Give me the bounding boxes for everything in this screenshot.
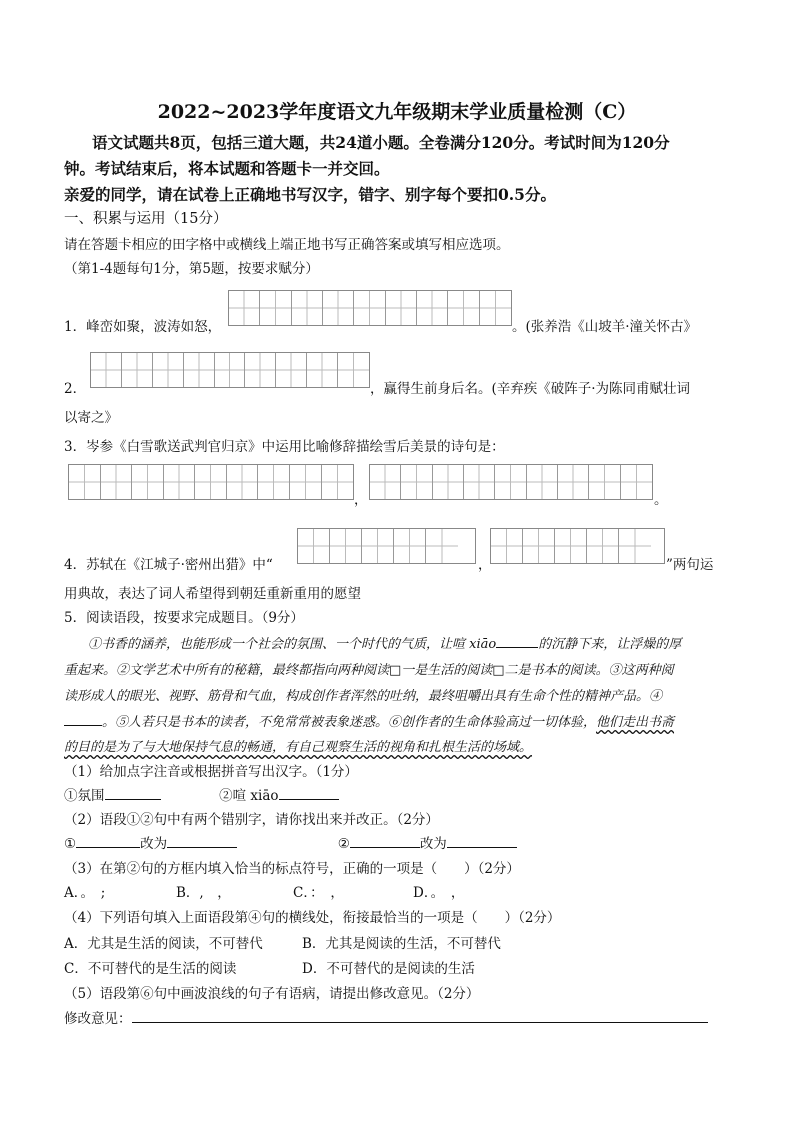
q4-answer-grid-2[interactable]	[490, 528, 665, 564]
q3-question: 3．岑参《白雪歌送武判官归京》中运用比喻修辞描绘雪后美景的诗句是：	[64, 439, 505, 455]
q5-revise-blank[interactable]	[132, 1008, 708, 1023]
q5-sub5: （5）语段第⑥句中画波浪线的句子有语病，请提出修改意见。（2分）	[64, 986, 480, 1002]
q5-sub3-option-b[interactable]: B．, ，	[176, 885, 231, 901]
q1-prefix: 1．峰峦如聚，波涛如怒，	[64, 319, 222, 335]
q5-blank-xiao[interactable]	[496, 633, 538, 648]
q5-sub1b-blank[interactable]	[279, 785, 339, 800]
intro-line-1: 语文试题共8页，包括三道大题，共24道小题。全卷满分120分。考试时间为120分	[92, 133, 670, 152]
section-instruction: 请在答题卡相应的田字格中或横线上端正地书写正确答案或填写相应选项。	[64, 237, 510, 253]
section-scoring-note: （第1-4题每句1分，第5题，按要求赋分）	[64, 261, 319, 277]
q5-sub4-option-a[interactable]: A．尤其是生活的阅读，不可替代	[64, 936, 263, 952]
q5-revise-row: 修改意见：	[64, 1007, 708, 1027]
q3-answer-grid-2[interactable]	[369, 464, 653, 500]
q5-sub3-option-a[interactable]: A．。 ;	[64, 885, 106, 901]
q5-sub4-option-c[interactable]: C．不可替代的是生活的阅读	[64, 961, 237, 977]
q5-sub4: （4）下列语句填入上面语段第④句的横线处，衔接最恰当的一项是（ ）（2分）	[64, 910, 561, 926]
q1-source: 。(张养浩《山坡羊·潼关怀古》	[512, 319, 698, 335]
passage-line-2: 重起来。②文学艺术中所有的秘籍，最终都指向两种阅读□一是生活的阅读□二是书本的阅读。③这两种阅	[64, 663, 674, 678]
q5-sub3-option-c[interactable]: C．： ，	[293, 885, 344, 901]
q2-answer-grid[interactable]	[90, 352, 370, 388]
q5-heading: 5．阅读语段，按要求完成题目。（9分）	[64, 610, 304, 626]
q5-sub2b-correct[interactable]	[447, 833, 517, 848]
q3-comma: ，	[354, 492, 368, 508]
intro-line-2: 钟。考试结束后，将本试题和答题卡一并交回。	[64, 159, 390, 178]
passage-line-3: 读形成人的眼光、视野、筋骨和气血，构成创作者浑然的吐纳，最终咀嚼出具有生命个性的精神产品。④	[64, 689, 663, 704]
q5-sub4-option-d[interactable]: D．不可替代的是阅读的生活	[302, 961, 475, 977]
q5-blank-sentence4[interactable]	[64, 711, 102, 726]
passage-line-5: 的目的是为了与大地保持气息的畅通，有自己观察生活的视角和扎根生活的场域。	[64, 740, 533, 755]
q5-sub1-items: ①氛围 ②喧 xiāo	[64, 784, 339, 804]
q5-sub2-items: ① 改为 ② 改为	[64, 832, 517, 852]
q5-sub2a-wrong[interactable]	[76, 833, 140, 848]
q1-answer-grid[interactable]	[228, 290, 512, 326]
q5-sub3-option-d[interactable]: D．。 ，	[413, 885, 465, 901]
q5-sub2a-correct[interactable]	[167, 833, 237, 848]
q5-sub3: （3）在第②句的方框内填入恰当的标点符号，正确的一项是（ ）（2分）	[64, 861, 520, 877]
q5-sub1a-blank[interactable]	[105, 785, 161, 800]
section-heading: 一、积累与运用（15分）	[64, 211, 228, 227]
q3-answer-grid-1[interactable]	[68, 464, 354, 500]
q4-suffix: ”两句运	[666, 557, 714, 573]
q5-sub1: （1）给加点字注音或根据拼音写出汉字。（1分）	[64, 764, 358, 780]
q2-number: 2．	[64, 381, 87, 397]
q5-sub2: （2）语段①②句中有两个错别字，请你找出来并改正。（2分）	[64, 812, 439, 828]
q2-source-cont: 以寄之》	[64, 410, 118, 426]
intro-line-3: 亲爱的同学，请在试卷上正确地书写汉字，错字、别字每个要扣0.5分。	[64, 185, 556, 204]
q4-answer-grid-1[interactable]	[297, 528, 476, 564]
q2-source: ，赢得生前身后名。(辛弃疾《破阵子·为陈同甫赋壮词	[370, 381, 691, 397]
page-title: 2022~2023学年度语文九年级期末学业质量检测（C）	[157, 101, 637, 123]
passage-line-1: ①书香的涵养，也能形成一个社会的氛围、一个时代的气质，让喧 xiāo 的沉静下来，让浮燥的厚	[88, 633, 681, 652]
q4-comma: ，	[478, 557, 492, 573]
q5-sub4-option-b[interactable]: B．尤其是阅读的生活，不可替代	[302, 936, 501, 952]
q4-prefix: 4．苏轼在《江城子·密州出猎》中“	[64, 557, 273, 573]
q3-period: 。	[654, 492, 668, 508]
q4-cont: 用典故，表达了词人希望得到朝廷重新重用的愿望	[64, 586, 361, 602]
passage-line-4: 。⑤人若只是书本的读者，不免常常被表象迷惑。⑥创作者的生命体验高过一切体验，他们走出书斋	[64, 711, 674, 730]
q5-sub2b-wrong[interactable]	[350, 833, 420, 848]
